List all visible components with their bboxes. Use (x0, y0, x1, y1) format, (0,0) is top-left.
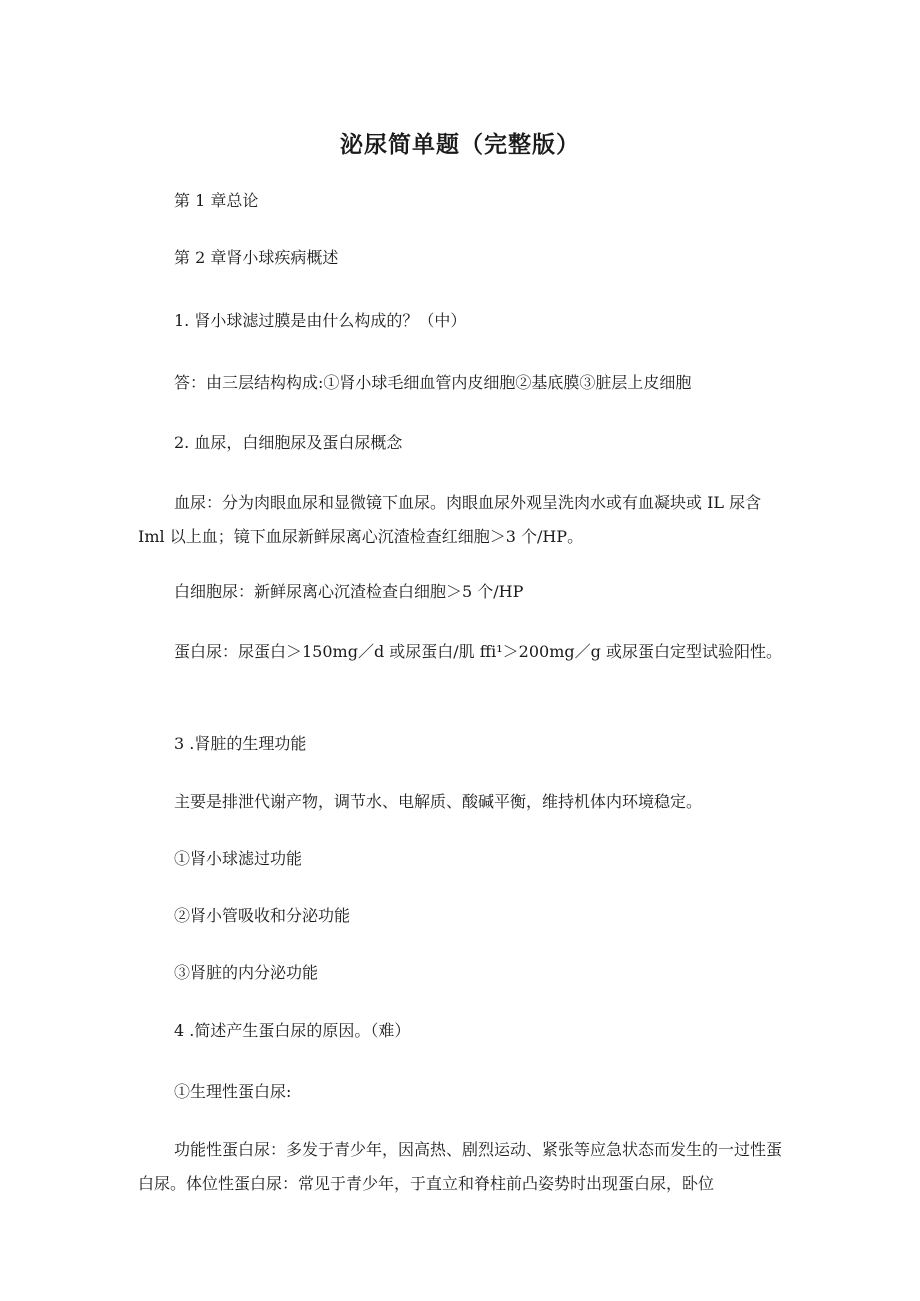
chapter-1-heading: 第 1 章总论 (174, 191, 259, 210)
hematuria-definition: 血尿：分为肉眼血尿和显微镜下血尿。肉眼血尿外观呈洗肉水或有血凝块或 IL 尿含 Iml 以上血；镜下血尿新鲜尿离心沉渣检查红细胞＞3 个/HP。 (138, 493, 762, 546)
answer-1: 答：由三层结构构成:①肾小球毛细血管内皮细胞②基底膜③脏层上皮细胞 (174, 373, 692, 392)
chapter-2-heading: 第 2 章肾小球疾病概述 (174, 248, 339, 267)
function-item-1: ①肾小球滤过功能 (174, 849, 303, 868)
physiological-proteinuria-heading: ①生理性蛋白尿: (174, 1082, 292, 1101)
function-item-2: ②肾小管吸收和分泌功能 (174, 906, 351, 925)
question-4: 4 .简述产生蛋白尿的原因。（难） (174, 1021, 411, 1040)
question-1: 1. 肾小球滤过膜是由什么构成的？（中） (174, 311, 467, 330)
document-title: 泌尿简单题（完整版） (340, 132, 580, 158)
kidney-function-summary: 主要是排泄代谢产物，调节水、电解质、酸碱平衡，维持机体内环境稳定。 (174, 792, 703, 811)
question-2: 2. 血尿，白细胞尿及蛋白尿概念 (174, 433, 403, 452)
functional-proteinuria-text: 功能性蛋白尿：多发于青少年，因高热、剧烈运动、紧张等应急状态而发生的一过性蛋白尿。体位性蛋白尿：常见于青少年，于直立和脊柱前凸姿势时出现蛋白尿，卧位 (138, 1140, 783, 1193)
leukocyturia-definition: 白细胞尿：新鲜尿离心沉渣检查白细胞＞5 个/HP (174, 582, 524, 601)
function-item-3: ③肾脏的内分泌功能 (174, 963, 319, 982)
question-3: 3 .肾脏的生理功能 (174, 734, 307, 753)
proteinuria-definition: 蛋白尿：尿蛋白＞150mg／d 或尿蛋白/肌 ffi¹＞200mg／g 或尿蛋白定型试验阳性。 (174, 642, 782, 661)
